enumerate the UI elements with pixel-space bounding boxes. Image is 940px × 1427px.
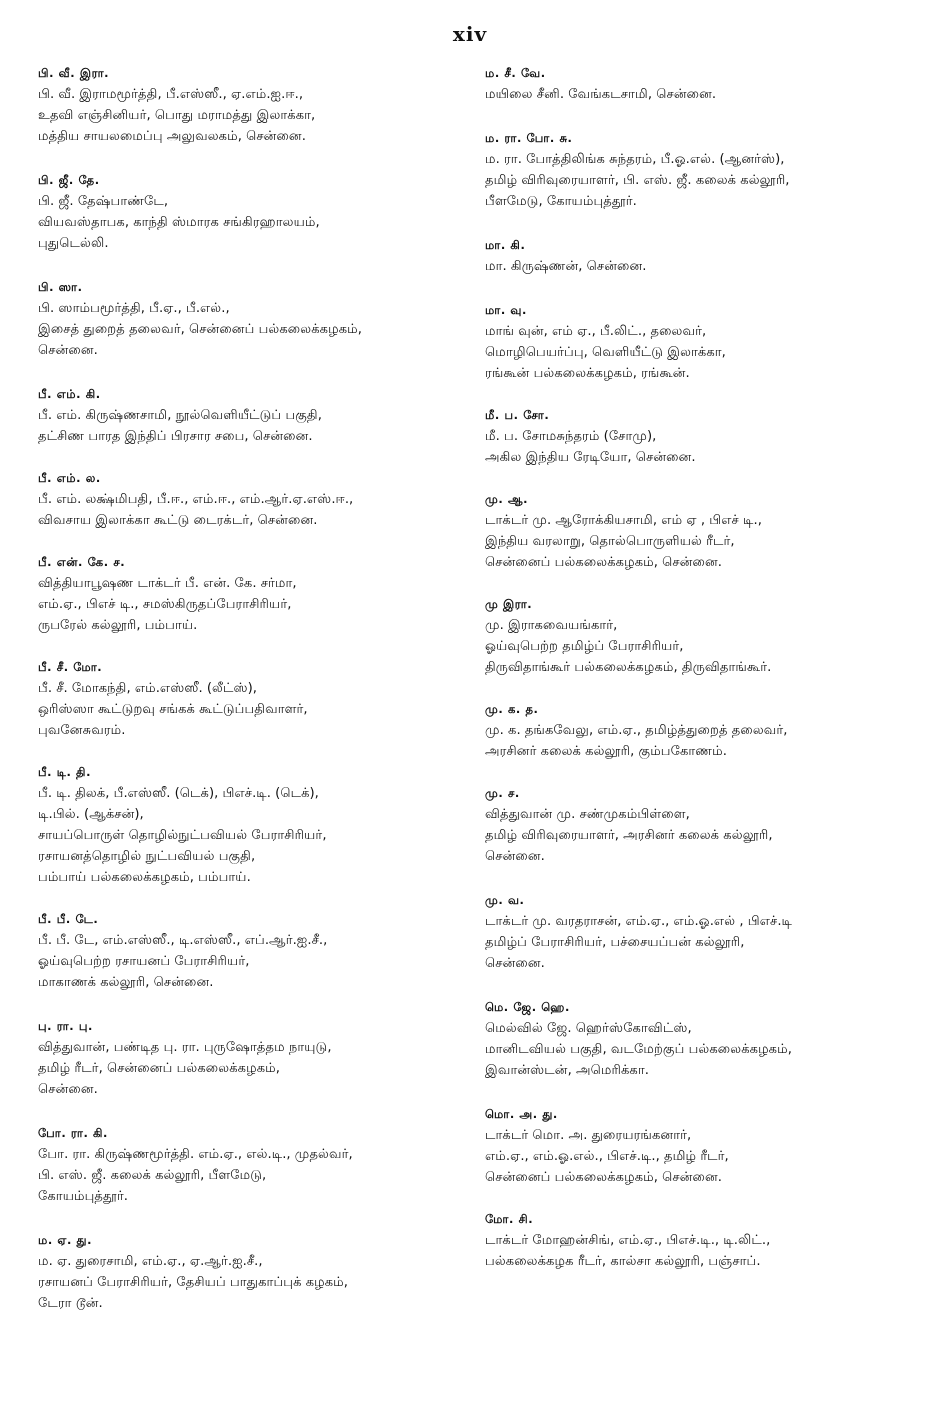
contributor-entry (485, 62, 905, 105)
entry-line: வியவஸ்தாபக, காந்தி ஸ்மாரக சங்கிரஹாலயம், (38, 215, 320, 230)
contributor-entry (38, 656, 458, 741)
entry-line: மத்திய சாயலமைப்பு அலுவலகம், சென்னை. (38, 129, 306, 144)
entry-line: ருபரேல் கல்லூரி, பம்பாய். (38, 618, 198, 633)
contributor-entry (485, 404, 905, 468)
entry-abbreviation: ம. ஏ. து. (38, 1233, 93, 1247)
entry-line: சென்னை. (38, 343, 98, 358)
left-column (38, 62, 458, 1314)
entry-line: உதவி எஞ்சினியர், பொது மராமத்து இலாக்கா, (38, 108, 316, 123)
entry-line: மீ. ப. சோமசுந்தரம் (சோமு), (485, 429, 657, 444)
contributor-entry (485, 299, 905, 384)
entry-line: ம. ரா. போத்திலிங்க சுந்தரம், பீ.ஓ.எல். (ஆனர்ஸ்), (485, 152, 785, 167)
entry-line: டி.பில். (ஆக்சன்), (38, 807, 144, 822)
entry-line: ஓய்வுபெற்ற தமிழ்ப் பேராசிரியர், (485, 639, 684, 654)
entry-abbreviation: போ. ரா. கி. (38, 1126, 109, 1140)
entry-line: மொழிபெயர்ப்பு, வெளியீட்டு இலாக்கா, (485, 345, 726, 360)
contributor-entry (38, 1229, 458, 1314)
entry-line: பல்கலைக்கழக ரீடர், கால்சா கல்லூரி, பஞ்சாப். (485, 1254, 761, 1269)
entry-line: தமிழ் விரிவுரையாளர், பி. எஸ். ஜீ. கலைக் கல்லூரி, (485, 173, 790, 188)
entry-abbreviation: மு. க. த. (485, 702, 539, 716)
entry-line: விவசாய இலாக்கா கூட்டு டைரக்டர், சென்னை. (38, 513, 318, 528)
entry-line: பம்பாய் பல்கலைக்கழகம், பம்பாய். (38, 870, 251, 885)
contributor-entry (38, 551, 458, 636)
entry-abbreviation: மொ. அ. து. (485, 1107, 558, 1121)
entry-line: ரசாயனப் பேராசிரியர், தேசியப் பாதுகாப்புக் கழகம், (38, 1275, 348, 1290)
entry-abbreviation: பி. ஜீ. தே. (38, 173, 100, 187)
entry-line: பீ. பீ. டே, எம்.எஸ்ஸீ., டி.எஸ்ஸீ., எப்.ஆர்.ஐ.சீ., (38, 933, 328, 948)
entry-line: மயிலை சீனி. வேங்கடசாமி, சென்னை. (485, 87, 717, 102)
entry-line: பீ. எம். கிருஷ்ணசாமி, நூல்வெளியீட்டுப் பகுதி, (38, 408, 322, 423)
entry-line: தட்சிண பாரத இந்திப் பிரசார சபை, சென்னை. (38, 429, 313, 444)
entry-line: டேரா டூன். (38, 1296, 103, 1311)
entry-line: டாக்டர் மு. ஆரோக்கியசாமி, எம் ஏ , பிஎச் டி., (485, 513, 762, 528)
entry-line: மு. இராகவையங்கார், (485, 618, 618, 633)
entry-line: வித்துவான் மு. சண்முகம்பிள்ளை, (485, 807, 690, 822)
contributor-entry (485, 782, 905, 867)
contributor-entry (38, 169, 458, 254)
entry-line: ரசாயனத்தொழில் நுட்பவியல் பகுதி, (38, 849, 256, 864)
entry-line: வித்துவான், பண்டித பு. ரா. புருஷோத்தம நாயுடு, (38, 1040, 332, 1055)
entry-abbreviation: மா. வு. (485, 303, 528, 317)
entry-line: தமிழ்ப் பேராசிரியர், பச்சையப்பன் கல்லூரி, (485, 935, 745, 950)
contributor-entry (38, 276, 458, 361)
contributor-entry (485, 127, 905, 212)
entry-line: பி. ஸாம்பமூர்த்தி, பீ.ஏ., பீ.எல்., (38, 301, 230, 316)
entry-abbreviation: பீ. எம். ல. (38, 471, 101, 485)
entry-abbreviation: மா. கி. (485, 238, 526, 252)
entry-line: டாக்டர் மொ. அ. துரையரங்கனார், (485, 1128, 692, 1143)
entry-line: மானிடவியல் பகுதி, வடமேற்குப் பல்கலைக்கழகம், (485, 1042, 792, 1057)
entry-line: ஒரிஸ்ஸா கூட்டுறவு சங்கக் கூட்டுப்பதிவாளர், (38, 702, 308, 717)
entry-line: சாயப்பொருள் தொழில்நுட்பவியல் பேராசிரியர், (38, 828, 327, 843)
entry-abbreviation: மு. ச. (485, 786, 520, 800)
contributor-entry (485, 488, 905, 573)
entry-abbreviation: மு. வ. (485, 893, 525, 907)
entry-line: மெல்வில் ஜே. ஹெர்ஸ்கோவிட்ஸ், (485, 1021, 692, 1036)
entry-line: திருவிதாங்கூர் பல்கலைக்கழகம், திருவிதாங்கூர். (485, 660, 772, 675)
entry-line: டாக்டர் மு. வரதராசன், எம்.ஏ., எம்.ஓ.எல் , பிஎச்.டி (485, 914, 793, 929)
right-column (485, 62, 905, 1272)
entry-line: எம்.ஏ., எம்.ஓ.எல்., பிஎச்.டி., தமிழ் ரீடர், (485, 1149, 729, 1164)
entry-line: பீளமேடு, கோயம்புத்தூர். (485, 194, 637, 209)
entry-abbreviation: மு இரா. (485, 597, 533, 611)
entry-line: புதுடெல்லி. (38, 236, 109, 251)
contributor-entry (38, 761, 458, 888)
contributor-entry (38, 62, 458, 147)
entry-abbreviation: பீ. என். கே. ச. (38, 555, 126, 569)
entry-line: பி. வீ. இராமமூர்த்தி, பீ.எஸ்ஸீ., ஏ.எம்.ஐ.ஈ., (38, 87, 304, 102)
contributor-entry (485, 996, 905, 1081)
entry-line: மா. கிருஷ்ணன், சென்னை. (485, 259, 647, 274)
entry-abbreviation: பு. ரா. பு. (38, 1019, 93, 1033)
entry-abbreviation: பீ. சீ. மோ. (38, 660, 103, 674)
entry-line: போ. ரா. கிருஷ்ணமூர்த்தி. எம்.ஏ., எல்.டி., முதல்வர், (38, 1147, 353, 1162)
page-number: xiv (452, 22, 488, 46)
entry-abbreviation: மீ. ப. சோ. (485, 408, 550, 422)
entry-line: பி. ஜீ. தேஷ்பாண்டே, (38, 194, 169, 209)
entry-line: ம. ஏ. துரைசாமி, எம்.ஏ., ஏ.ஆர்.ஐ.சீ., (38, 1254, 263, 1269)
contributor-entry (38, 467, 458, 531)
entry-line: மாகாணக் கல்லூரி, சென்னை. (38, 975, 214, 990)
contributor-entry (485, 889, 905, 974)
entry-abbreviation: பீ. பீ. டே. (38, 912, 99, 926)
entry-line: கோயம்புத்தூர். (38, 1189, 128, 1204)
contributor-entry (38, 383, 458, 447)
contributor-entry (485, 698, 905, 762)
entry-abbreviation: ம. ரா. போ. சு. (485, 131, 573, 145)
entry-line: தமிழ் விரிவுரையாளர், அரசினர் கலைக் கல்லூரி, (485, 828, 773, 843)
entry-line: அகில இந்திய ரேடியோ, சென்னை. (485, 450, 696, 465)
entry-line: மு. க. தங்கவேலு, எம்.ஏ., தமிழ்த்துறைத் தலைவர், (485, 723, 788, 738)
entry-line: இந்திய வரலாறு, தொல்பொருளியல் ரீடர், (485, 534, 735, 549)
entry-line: பி. எஸ். ஜீ. கலைக் கல்லூரி, பீளமேடு, (38, 1168, 267, 1183)
entry-line: சென்னைப் பல்கலைக்கழகம், சென்னை. (485, 555, 722, 570)
entry-line: வித்தியாபூஷண டாக்டர் பீ. என். கே. சர்மா, (38, 576, 297, 591)
entry-line: சென்னை. (485, 956, 545, 971)
entry-line: மாங் வுன், எம் ஏ., பீ.லிட்., தலைவர், (485, 324, 707, 339)
entry-line: தமிழ் ரீடர், சென்னைப் பல்கலைக்கழகம், (38, 1061, 280, 1076)
entry-line: டாக்டர் மோஹன்சிங், எம்.ஏ., பிஎச்.டி., டி.லிட்., (485, 1233, 771, 1248)
entry-line: புவனேசுவரம். (38, 723, 126, 738)
entry-abbreviation: மு. ஆ. (485, 492, 529, 506)
entry-abbreviation: பி. ஸா. (38, 280, 83, 294)
entry-abbreviation: மெ. ஜே. ஹெ. (485, 1000, 570, 1014)
entry-line: சென்னை. (485, 849, 545, 864)
contributor-entry (485, 1103, 905, 1188)
entry-line: இவான்ஸ்டன், அமெரிக்கா. (485, 1063, 649, 1078)
contributor-entry (38, 908, 458, 993)
contributor-entry (485, 1208, 905, 1272)
entry-line: ஓய்வுபெற்ற ரசாயனப் பேராசிரியர், (38, 954, 250, 969)
entry-abbreviation: பீ. எம். கி. (38, 387, 101, 401)
contributor-entry (38, 1122, 458, 1207)
entry-line: அரசினர் கலைக் கல்லூரி, கும்பகோணம். (485, 744, 727, 759)
entry-line: இசைத் துறைத் தலைவர், சென்னைப் பல்கலைக்கழகம், (38, 322, 362, 337)
entry-line: சென்னைப் பல்கலைக்கழகம், சென்னை. (485, 1170, 722, 1185)
entry-line: சென்னை. (38, 1082, 98, 1097)
entry-line: எம்.ஏ., பிஎச் டி., சமஸ்கிருதப்பேராசிரியர், (38, 597, 292, 612)
entry-line: ரங்கூன் பல்கலைக்கழகம், ரங்கூன். (485, 366, 690, 381)
entry-abbreviation: மோ. சி. (485, 1212, 534, 1226)
entry-abbreviation: பீ. டி. தி. (38, 765, 92, 779)
entry-line: பீ. எம். லக்ஷ்மிபதி, பீ.ஈ., எம்.ஈ., எம்.ஆர்.ஏ.எஸ்.ஈ., (38, 492, 354, 507)
entry-line: பீ. டி. திலக், பீ.எஸ்ஸீ. (டெக்), பிஎச்.டி. (டெக்), (38, 786, 319, 801)
contributor-entry (485, 593, 905, 678)
entry-abbreviation: பி. வீ. இரா. (38, 66, 110, 80)
entry-abbreviation: ம. சீ. வே. (485, 66, 546, 80)
entry-line: பீ. சீ. மோகந்தி, எம்.எஸ்ஸீ. (லீட்ஸ்), (38, 681, 257, 696)
contributor-entry (38, 1015, 458, 1100)
contributor-entry (485, 234, 905, 277)
